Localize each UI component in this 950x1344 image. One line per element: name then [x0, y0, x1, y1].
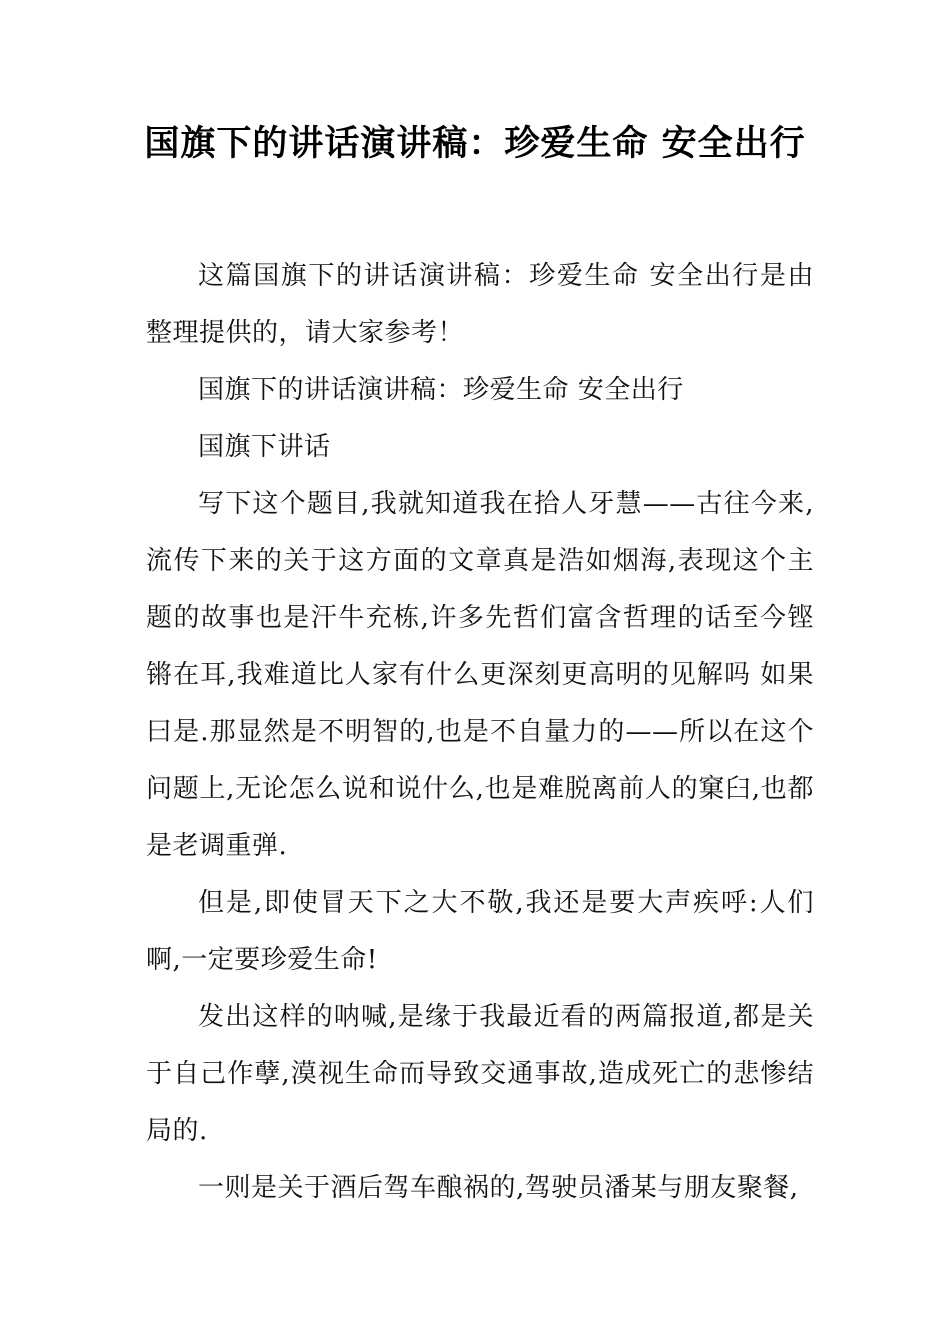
- paragraph-body-1: 写下这个题目,我就知道我在拾人牙慧——古往今来,流传下来的关于这方面的文章真是浩如烟海,表现这个主题的故事也是汗牛充栋,许多先哲们富含哲理的话至今铿锵在耳,我难道比人家有什么更深刻更高明的见解吗 如果曰是.那显然是不明智的,也是不自量力的——所以在这个问题上,无论怎么说和说什么,也是难脱离前人的窠臼,也都是老调重弹.: [146, 489, 814, 861]
- document-title: 国旗下的讲话演讲稿：珍爱生命 安全出行: [144, 124, 806, 164]
- paragraph-intro: 这篇国旗下的讲话演讲稿：珍爱生命 安全出行是由整理提供的，请大家参考！: [146, 261, 814, 348]
- paragraph-body-2: 但是,即使冒天下之大不敬,我还是要大声疾呼:人们啊,一定要珍爱生命!: [146, 888, 814, 975]
- paragraph-section-label: 国旗下讲话: [198, 432, 331, 462]
- document-body: [146, 248, 814, 1217]
- paragraph-body-4: 一则是关于酒后驾车酿祸的,驾驶员潘某与朋友聚餐,: [198, 1173, 799, 1203]
- paragraph-subtitle: 国旗下的讲话演讲稿：珍爱生命 安全出行: [198, 375, 684, 405]
- paragraph-body-3: 发出这样的呐喊,是缘于我最近看的两篇报道,都是关于自己作孽,漠视生命而导致交通事故,造成死亡的悲惨结局的.: [146, 1002, 814, 1146]
